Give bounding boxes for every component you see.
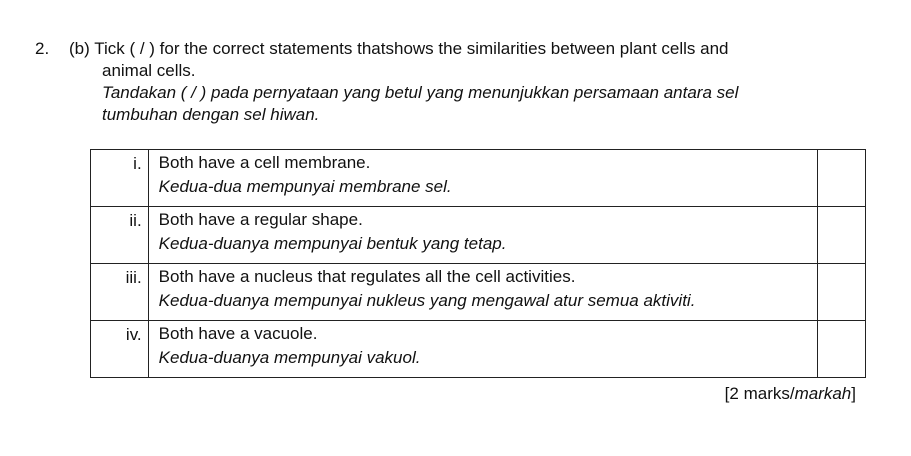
- statement-numeral: ii.: [91, 207, 149, 264]
- tick-box[interactable]: [818, 150, 866, 207]
- question-part-malay-continued: tumbuhan dengan sel hiwan.: [102, 105, 320, 124]
- statement-row: [91, 150, 866, 207]
- question-text: [69, 38, 869, 126]
- statement-text: [148, 207, 818, 264]
- statement-row: [91, 207, 866, 264]
- statement-english: Both have a cell membrane.: [158, 153, 371, 172]
- statement-text: [148, 321, 818, 378]
- marks-bracket-close: ]: [851, 384, 856, 403]
- statements-table: [90, 149, 866, 378]
- statement-text: [148, 150, 818, 207]
- statement-numeral: i.: [91, 150, 149, 207]
- statement-english: Both have a vacuole.: [158, 324, 318, 343]
- question-part-english: (b) Tick ( / ) for the correct statements thatshows the similarities between plant cells and: [69, 39, 729, 58]
- marks-label: [2 marks/: [724, 384, 795, 403]
- statement-malay: Kedua-duanya mempunyai nukleus yang mengawal atur semua aktiviti.: [158, 291, 696, 310]
- statement-malay: Kedua-duanya mempunyai vakuol.: [158, 348, 421, 367]
- statement-english: Both have a nucleus that regulates all the cell activities.: [158, 267, 576, 286]
- marks-label-malay: markah: [794, 384, 852, 403]
- tick-box[interactable]: [818, 321, 866, 378]
- statement-numeral: iv.: [91, 321, 149, 378]
- question-part-malay: Tandakan ( / ) pada pernyataan yang betul yang menunjukkan persamaan antara sel: [102, 83, 739, 102]
- statement-english: Both have a regular shape.: [158, 210, 363, 229]
- tick-box[interactable]: [818, 264, 866, 321]
- statement-row: [91, 264, 866, 321]
- statement-malay: Kedua-duanya mempunyai bentuk yang tetap.: [158, 234, 507, 253]
- question-number: 2.: [35, 39, 50, 58]
- marks-allocation: [725, 383, 856, 405]
- question-part-english-continued: animal cells.: [102, 61, 196, 80]
- statement-text: [148, 264, 818, 321]
- statement-malay: Kedua-dua mempunyai membrane sel.: [158, 177, 452, 196]
- statement-row: [91, 321, 866, 378]
- statement-numeral: iii.: [91, 264, 149, 321]
- tick-box[interactable]: [818, 207, 866, 264]
